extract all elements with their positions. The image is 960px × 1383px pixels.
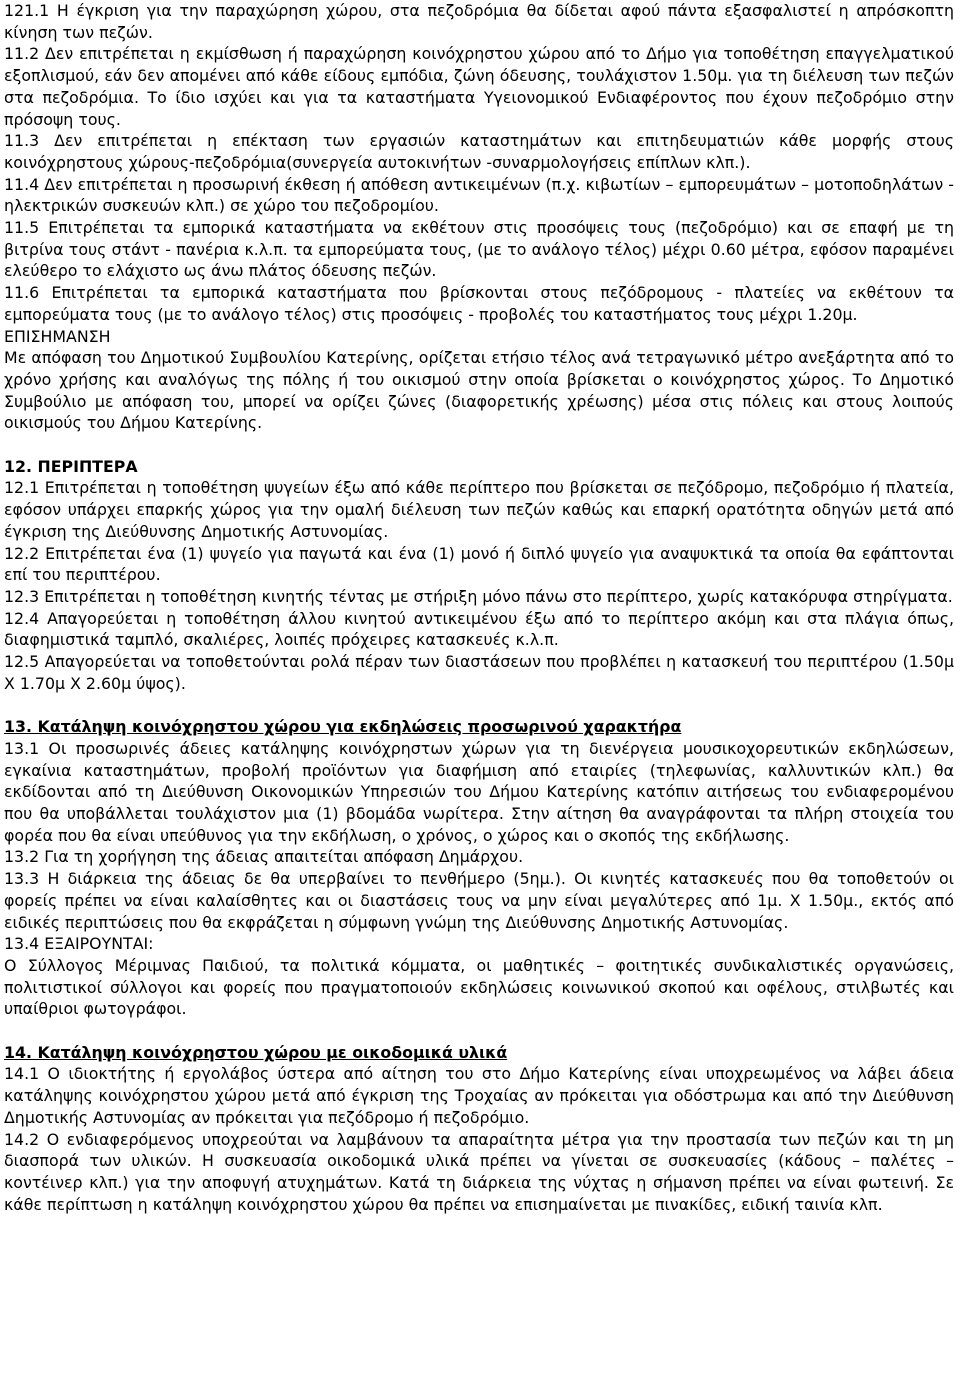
- section-gap: [4, 434, 954, 456]
- paragraph-12-2: 12.2 Επιτρέπεται ένα (1) ψυγείο για παγωτά και ένα (1) μονό ή διπλό ψυγείο για αναψυκτικά τα οποία θα εφάπτονται επί του περιπτέρου.: [4, 543, 954, 585]
- section-gap: [4, 1020, 954, 1042]
- paragraph-12-4: 12.4 Απαγορεύεται η τοποθέτηση άλλου κινητού αντικειμένου έξω από το περίπτερο ακόμη και στα πλάγια όπως, διαφημιστικά ταμπλό, σκαλιέρες, λοιπές πρόχειρες κατασκευές κ.λ.π.: [4, 608, 954, 650]
- paragraph-12-3: 12.3 Επιτρέπεται η τοποθέτηση κινητής τέντας με στήριξη μόνο πάνω στο περίπτερο, χωρίς κατακόρυφα στηρίγματα.: [4, 586, 953, 606]
- paragraph-12-5: 12.5 Απαγορεύεται να τοποθετούνται ρολά πέραν των διαστάσεων που προβλέπει η κατασκευή του περιπτέρου (1.50μ Χ 1.70μ Χ 2.60μ ύψος).: [4, 652, 954, 693]
- paragraph-11-3: 11.3 Δεν επιτρέπεται η επέκταση των εργασιών καταστημάτων και επιτηδευματιών κάθε μορφής στους κοινόχρηστους χώρους-πεζοδρόμια(συνεργεία αυτοκινήτων -συναρμολογήσεις επίπλων κλπ.).: [4, 131, 954, 172]
- paragraph-11-4: 11.4 Δεν επιτρέπεται η προσωρινή έκθεση ή απόθεση αντικειμένων (π.χ. κιβωτίων – εμπορευμάτων – μοτοποδηλάτων - ηλεκτρικών συσκευών κλπ.) σε χώρο του πεζοδρομίου.: [4, 174, 954, 216]
- paragraph-13-2: 13.2 Για τη χορήγηση της άδειας απαιτείται απόφαση Δημάρχου.: [4, 847, 524, 867]
- section-14-title: 14. Κατάληψη κοινόχρηστου χώρου με οικοδομικά υλικά: [4, 1042, 508, 1062]
- paragraph-14-2: 14.2 Ο ενδιαφερόμενος υποχρεούται να λαμβάνουν τα απαραίτητα μέτρα για την προστασία των πεζών και τη μη διασπορά των υλικών. Η συσκευασία οικοδομικά υλικά πρέπει να γίνεται σε συσκευασίες (κάδους – παλέτες – κοντέινερ κλπ.) για την αποφυγή ατυχημάτων. Κατά τη διάρκεια της νύχτας η σήμανση πρέπει να είναι φωτεινή. Σε κάθε περίπτωση η κατάληψη κοινόχρηστου χώρου θα πρέπει να επισημαίνεται με πινακίδες, ειδική ταινία κλπ.: [4, 1129, 954, 1214]
- section-gap: [4, 694, 954, 716]
- paragraph-11-1: 121.1 Η έγκριση για την παραχώρηση χώρου, στα πεζοδρόμια θα δίδεται αφού πάντα εξασφαλιστεί η απρόσκοπτη κίνηση των πεζών.: [4, 1, 954, 42]
- paragraph-11-5: 11.5 Επιτρέπεται τα εμπορικά καταστήματα να εκθέτουν στις προσόψεις τους (πεζοδρόμιο) και σε επαφή με τη βιτρίνα τους στάντ - πανέρια κ.λ.π. τα εμπορεύματα τους, (με το ανάλογο τέλος) μέχρι 0.60 μέτρα, εφόσον παραμένει ελεύθερο το ελάχιστο ως άνω πλάτος όδευσης πεζών.: [4, 218, 954, 281]
- section-13-title: 13. Κατάληψη κοινόχρηστου χώρου για εκδηλώσεις προσωρινού χαρακτήρα: [4, 717, 682, 737]
- paragraph-12-1: 12.1 Επιτρέπεται η τοποθέτηση ψυγείων έξω από κάθε περίπτερο που βρίσκεται σε πεζόδρομο, πεζοδρόμιο ή πλατεία, εφόσον υπάρχει επαρκής χώρος για την ομαλή διέλευση των πεζών καθώς και επαρκή ορατότητα οδηγών μετά από έγκριση της Διεύθυνσης Δημοτικής Αστυνομίας.: [4, 478, 954, 541]
- paragraph-13-1: 13.1 Οι προσωρινές άδειες κατάληψης κοινόχρηστων χώρων για τη διενέργεια μουσικοχορευτικών εκδηλώσεων, εγκαίνια καταστημάτων, προβολή προϊόντων για διαφήμιση από εταιρίες (τηλεφωνίας, καλλυντικών κλπ.) θα εκδίδονται από τη Διεύθυνση Οικονομικών Υπηρεσιών του Δήμου Κατερίνης κατόπιν αιτήσεως του ενδιαφερομένου που θα υποβάλλεται τουλάχιστον μια (1) βδομάδα νωρίτερα. Στην αίτηση θα αναγράφονται τα πλήρη στοιχεία του φορέα που θα είναι υπεύθυνος για την εκδήλωση, ο χρόνος, ο χώρος και ο σκοπός της εκδήλωσης.: [4, 738, 954, 845]
- paragraph-14-1: 14.1 Ο ιδιοκτήτης ή εργολάβος ύστερα από αίτηση του στο Δήμο Κατερίνης είναι υποχρεωμένος να λάβει άδεια κατάληψης κοινόχρηστου χώρου μετά από έγκριση της Τροχαίας αν πρόκειται για οδόστρωμα και από την Διεύθυνση Δημοτικής Αστυνομίας αν πρόκειται για πεζόδρομο ή πεζοδρόμιο.: [4, 1064, 954, 1127]
- section-12-title: 12. ΠΕΡΙΠΤΕΡΑ: [4, 456, 138, 476]
- paragraph-13-4-title: 13.4 ΕΞΑΙΡΟΥΝΤΑΙ:: [4, 934, 154, 954]
- paragraph-11-2: 11.2 Δεν επιτρέπεται η εκμίσθωση ή παραχώρηση κοινόχρηστου χώρου από το Δήμο για τοποθέτηση επαγγελματικού εξοπλισμού, εάν δεν απομένει από κάθε είδους εμπόδια, ζώνη όδευσης, τουλάχιστον 1.50μ. για τη διέλευση των πεζών στα πεζοδρόμια. Το ίδιο ισχύει και για τα καταστήματα Υγειονομικού Ενδιαφέροντος που έχουν πεζοδρόμιο στην πρόσοψη τους.: [4, 44, 954, 129]
- paragraph-13-4-text: Ο Σύλλογος Μέριμνας Παιδιού, τα πολιτικά κόμματα, οι μαθητικές – φοιτητικές συνδικαλιστικές οργανώσεις, πολιτιστικοί σύλλογοι και φορείς που πραγματοποιούν εκδηλώσεις κοινωνικού σκοπού και οφέλους, στιλβωτές και υπαίθριοι φωτογράφοι.: [4, 955, 954, 1019]
- notice-text: Με απόφαση του Δημοτικού Συμβουλίου Κατερίνης, ορίζεται ετήσιο τέλος ανά τετραγωνικό μέτρο ανεξάρτητα από το χρόνο χρήσης και αναλόγως της πόλης ή του οικισμού στην οποία βρίσκεται ο κοινόχρηστος χώρος. Το Δημοτικό Συμβούλιο με απόφαση του, μπορεί να ορίζει ζώνες (διαφορετικής χρέωσης) μέσα στις πόλεις και στους λοιπούς οικισμούς του Δήμου Κατερίνης.: [4, 348, 954, 433]
- paragraph-13-3: 13.3 Η διάρκεια της άδειας δε θα υπερβαίνει το πενθήμερο (5ημ.). Οι κινητές κατασκευές που θα τοποθετούν οι φορείς πρέπει να είναι καλαίσθητες και οι διαστάσεις τους να μην είναι μεγαλύτερες από 1μ. Χ 1.50μ., εκτός από ειδικές περιπτώσεις που θα εκφράζεται η σύμφωνη γνώμη της Διεύθυνσης Δημοτικής Αστυνομίας.: [4, 869, 954, 932]
- paragraph-11-6: 11.6 Επιτρέπεται τα εμπορικά καταστήματα που βρίσκονται στους πεζόδρομους - πλατείες να εκθέτουν τα εμπορεύματα τους (με το ανάλογο τέλος) στις προσόψεις - προβολές του καταστήματος τους μέχρι 1.20μ.: [4, 283, 954, 324]
- notice-title: ΕΠΙΣΗΜΑΝΣΗ: [4, 326, 111, 346]
